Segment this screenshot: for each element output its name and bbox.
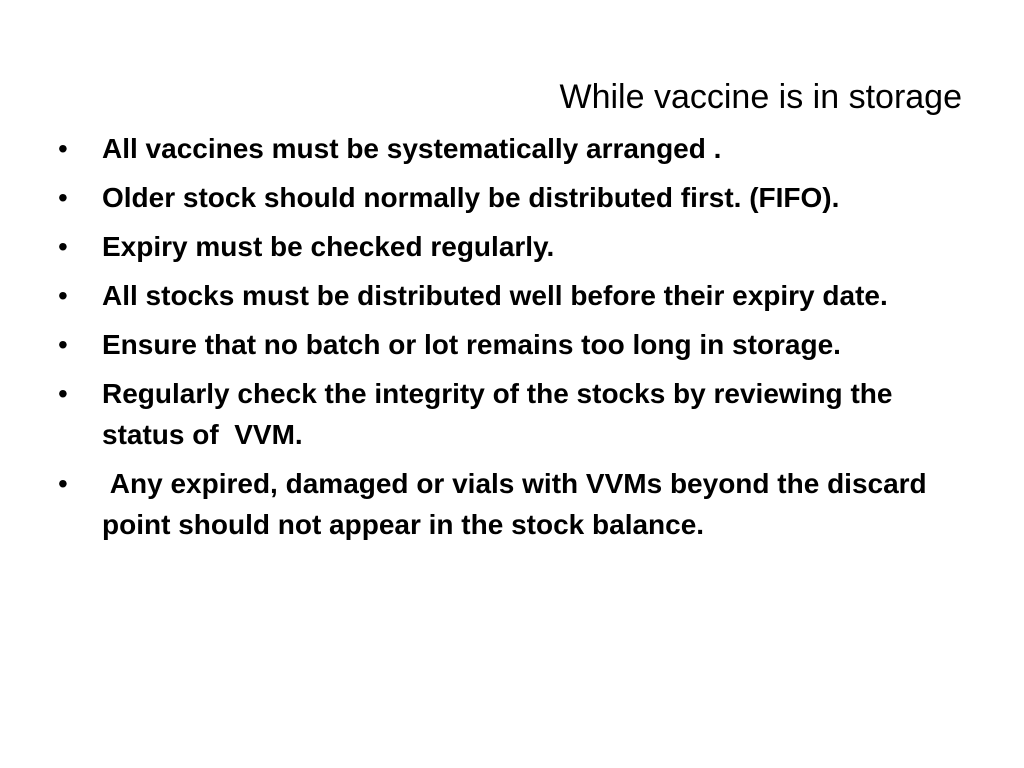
list-item-text: Any expired, damaged or vials with VVMs beyond the discard point should not appear in the stock balance. [102,468,935,540]
bullet-icon: • [58,133,68,164]
bullet-icon: • [58,468,68,499]
list-item-text: Ensure that no batch or lot remains too long in storage. [102,329,841,360]
bullet-icon: • [58,329,68,360]
list-item-text: Older stock should normally be distributed first. (FIFO). [102,182,840,213]
list-item [58,275,928,316]
list-item [58,128,928,169]
bullet-icon: • [58,231,68,262]
list-item [58,324,928,365]
list-item-text: All vaccines must be systematically arranged . [102,133,722,164]
bullet-list [58,128,935,553]
bullet-icon: • [58,378,68,409]
list-item [58,463,935,545]
bullet-icon: • [58,280,68,311]
list-item [58,177,928,218]
list-item [58,373,928,455]
slide-title: While vaccine is in storage [559,78,962,116]
list-item-text: All stocks must be distributed well before their expiry date. [102,280,888,311]
list-item-text: Expiry must be checked regularly. [102,231,555,262]
list-item [58,226,928,267]
bullet-icon: • [58,182,68,213]
list-item-text: Regularly check the integrity of the stocks by reviewing the status of VVM. [102,378,901,450]
